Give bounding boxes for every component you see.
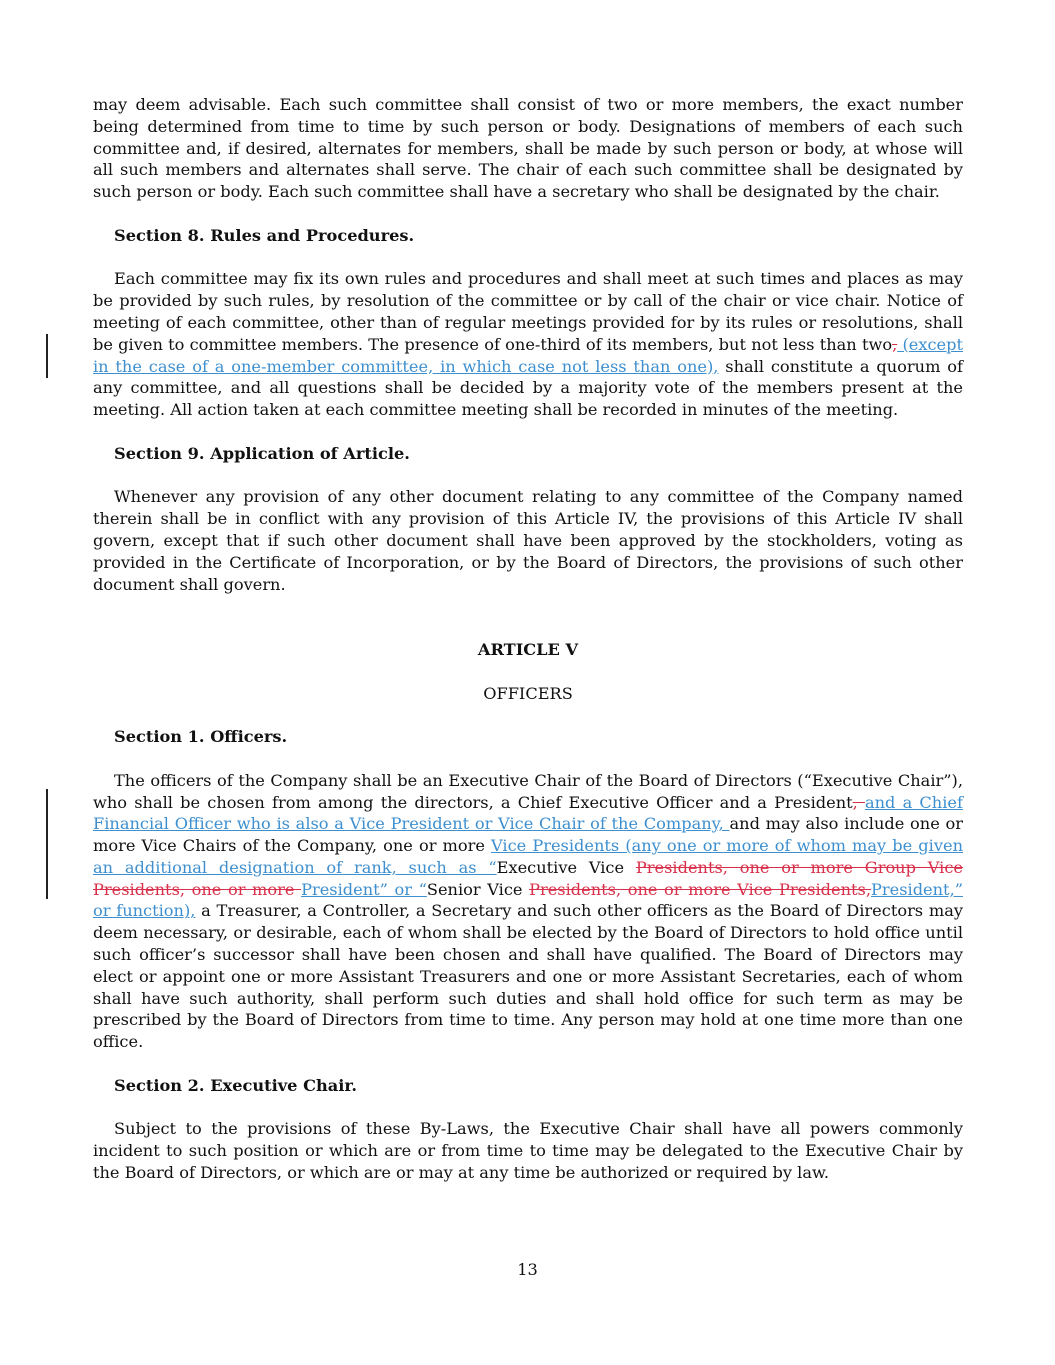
change-bar — [46, 334, 48, 378]
change-bar — [46, 789, 48, 899]
article-title: ARTICLE V — [477, 639, 579, 659]
inserted-text: (except in the case of a one-member committee, in which case not less than one), — [93, 334, 963, 376]
inserted-text: President,” or function), — [93, 879, 963, 921]
section-9-heading: Section 9. Application of Article. — [114, 443, 410, 463]
deleted-text: , — [892, 334, 898, 354]
text-run: Each committee may fix its own rules and procedures and shall meet at such times and places as may be provided by such rules, by resolution of the committee or by call of the chair or vice chair. Notice of meeting of each committee, other than of regular meetings provided for by its rules or resolutions, shall be given to committee members. The presence of one-third of its members, but not less than two — [93, 269, 963, 354]
section-2-heading: Section 2. Executive Chair. — [114, 1075, 358, 1095]
document-page — [93, 94, 963, 1184]
section-9-body: Whenever any provision of any other document relating to any committee of the Company named therein shall be in conflict with any provision of this Article IV, the provisions of this Article IV shall govern, except that if such other document shall have been approved by the stockholders, voting as provided in the Certificate of Incorporation, or by the Board of Directors, the provisions of such other document shall govern. — [93, 487, 963, 594]
article-subtitle: OFFICERS — [483, 683, 573, 703]
deleted-text: Presidents, one or more Vice Presidents, — [529, 879, 871, 899]
deleted-text: , — [852, 792, 865, 812]
section-8-heading: Section 8. Rules and Procedures. — [114, 225, 415, 245]
section-8-body — [93, 268, 963, 421]
text-run: shall constitute a quorum of any committee, and all questions shall be decided by a majority vote of the members present at the meeting. All action taken at each committee meeting shall be recorded in minutes of the meeting. — [93, 356, 963, 420]
paragraph-committee-composition: may deem advisable. Each such committee shall consist of two or more members, the exact number being determined from time to time by such person or body. Designations of members of each such committee and, if desired, alternates for members, shall be made by such person or body, at whose will all such members and alternates shall serve. The chair of each such committee shall be designated by such person or body. Each such committee shall have a secretary who shall be designated by the chair. — [93, 95, 963, 202]
inserted-text: and a Chief Financial Officer who is also a Vice President or Vice Chair of the Company, — [93, 792, 963, 834]
text-run: a Treasurer, a Controller, a Secretary and such other officers as the Board of Directors may deem necessary, or desirable, each of whom shall be elected by the Board of Directors to hold office until such officer’s successor shall have been chosen and shall have qualified. The Board of Directors may elect or appoint one or more Assistant Treasurers and one or more Assistant Secretaries, each of whom shall have such authority, shall perform such duties and shall hold office for such term as may be prescribed by the Board of Directors from time to time. Any person may hold at one time more than one office. — [93, 901, 963, 1052]
inserted-text: President” or “ — [301, 879, 427, 899]
text-run: and may also include one or more Vice Chairs of the Company, one or more — [93, 814, 964, 856]
text-run: The officers of the Company shall be an Executive Chair of the Board of Directors (“Executive Chair”), who shall be chosen from among the directors, a Chief Executive Officer and a President — [93, 770, 963, 812]
inserted-text: Vice Presidents (any one or more of whom may be given an additional designation of rank, such as “ — [93, 836, 963, 877]
section-2-body: Subject to the provisions of these By-Laws, the Executive Chair shall have all powers commonly incident to such position or which are or from time to time may be delegated to the Executive Chair by the Board of Directors, or which are or may at any time be authorized or required by law. — [93, 1119, 963, 1183]
text-run: Senior Vice — [426, 879, 530, 899]
section-1-heading: Section 1. Officers. — [114, 727, 288, 747]
deleted-text: Presidents, one or more Group Vice Presidents, one or more — [93, 857, 964, 899]
text-run: Executive Vice — [496, 857, 636, 877]
page-number: 13 — [517, 1260, 538, 1279]
section-1-body — [93, 770, 963, 1053]
